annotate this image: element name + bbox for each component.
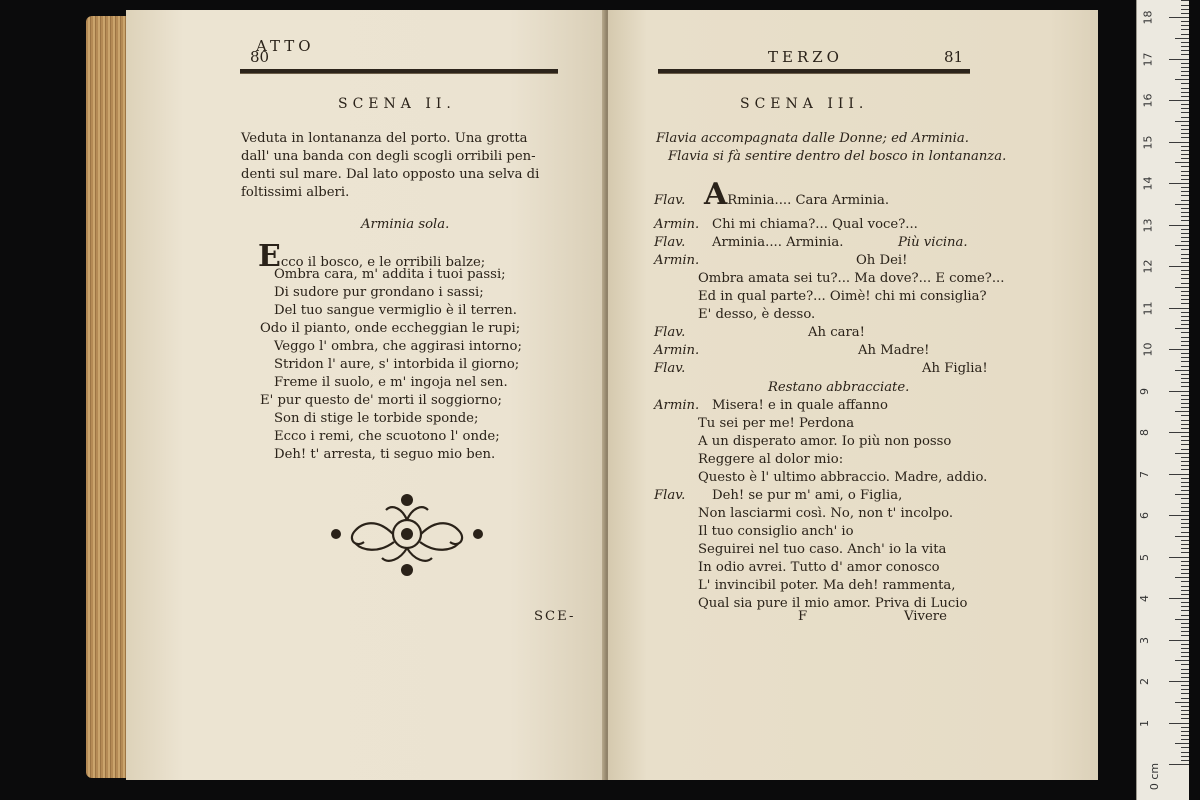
- ruler-tick: [1181, 21, 1189, 22]
- ruler-tick: [1181, 71, 1189, 72]
- ruler-tick: [1181, 523, 1189, 524]
- ruler-tick: [1181, 610, 1189, 611]
- ruler-tick: [1181, 623, 1189, 624]
- verse-line: Ecco i remi, che scuotono l' onde;: [274, 429, 500, 444]
- ruler-tick: [1175, 453, 1189, 454]
- dialogue-line: Reggere al dolor mio:: [698, 451, 844, 467]
- ruler-tick: [1181, 0, 1189, 1]
- ruler-tick: [1181, 25, 1189, 26]
- ruler-tick: [1181, 258, 1189, 259]
- ruler-tick: [1169, 17, 1189, 18]
- ruler-tick: [1181, 208, 1189, 209]
- ruler-tick: [1181, 353, 1189, 354]
- ruler-tick: [1181, 519, 1189, 520]
- dialogue-line: Deh! se pur m' ami, o Figlia,: [712, 487, 903, 503]
- ruler-tick: [1181, 652, 1189, 653]
- ruler-tick: [1181, 436, 1189, 437]
- ruler-tick: [1181, 532, 1189, 533]
- ruler-tick: [1181, 507, 1189, 508]
- ruler-tick: [1181, 220, 1189, 221]
- ruler-tick: [1181, 606, 1189, 607]
- left-page: [126, 10, 606, 780]
- ruler-tick: [1181, 424, 1189, 425]
- dialogue-line: Ombra amata sei tu?... Ma dove?... E come?...: [698, 271, 1005, 287]
- ruler-tick: [1181, 469, 1189, 470]
- speaker-label: Armin.: [654, 217, 700, 233]
- ruler-tick: [1181, 689, 1189, 690]
- ruler-tick: [1181, 13, 1189, 14]
- ruler-tick: [1181, 486, 1189, 487]
- ruler-number: 14: [1141, 176, 1155, 191]
- ruler-tick: [1181, 527, 1189, 528]
- ruler-tick: [1181, 382, 1189, 383]
- signature-mark: F: [798, 609, 808, 624]
- ruler-tick: [1181, 569, 1189, 570]
- ruler-tick: [1175, 121, 1189, 122]
- ruler-tick: [1175, 162, 1189, 163]
- ruler-tick: [1181, 378, 1189, 379]
- dialogue-line: Chi mi chiama?... Qual voce?...: [712, 217, 918, 233]
- ruler-tick: [1181, 229, 1189, 230]
- ruler-tick: [1181, 34, 1189, 35]
- ruler-tick: [1181, 88, 1189, 89]
- speaker-label: Flav.: [654, 361, 686, 377]
- ruler-tick: [1181, 760, 1189, 761]
- ruler-tick: [1181, 627, 1189, 628]
- ruler-tick: [1181, 552, 1189, 553]
- ruler-tick: [1175, 38, 1189, 39]
- ruler-number: 3: [1138, 636, 1151, 644]
- verse-line: Son di stige le torbide sponde;: [274, 411, 479, 426]
- ruler-tick: [1181, 216, 1189, 217]
- ruler-tick: [1181, 461, 1189, 462]
- ruler-tick: [1181, 739, 1189, 740]
- ruler-tick: [1181, 341, 1189, 342]
- ruler-tick: [1181, 395, 1189, 396]
- ruler-tick: [1181, 75, 1189, 76]
- ruler-tick: [1181, 324, 1189, 325]
- dialogue-line: A un disperato amor. Io più non posso: [698, 433, 952, 449]
- dialogue-line: Ah Figlia!: [922, 361, 988, 377]
- speaker-label: Flav.: [654, 193, 686, 208]
- ruler-tick: [1181, 511, 1189, 512]
- ruler-tick: [1181, 656, 1189, 657]
- ruler-number: 11: [1141, 301, 1155, 315]
- ruler-tick: [1169, 59, 1189, 60]
- ruler-tick: [1181, 312, 1189, 313]
- ruler-tick: [1181, 357, 1189, 358]
- ruler-tick: [1169, 681, 1189, 682]
- dialogue-line: L' invincibil poter. Ma deh! rammenta,: [698, 578, 956, 594]
- ruler-tick: [1181, 548, 1189, 549]
- ruler-tick: [1175, 79, 1189, 80]
- dialogue-line: ARminia.... Cara Arminia.: [704, 177, 890, 212]
- ruler-tick: [1175, 494, 1189, 495]
- verse-line-first: Ecco il bosco, e le orribili balze;: [258, 239, 486, 274]
- ruler-tick: [1181, 42, 1189, 43]
- dialogue-line: Ah Madre!: [858, 343, 930, 359]
- drop-cap: E: [258, 239, 281, 274]
- ruler-tick: [1181, 586, 1189, 587]
- ruler-number: 17: [1141, 52, 1155, 66]
- ruler-tick: [1181, 648, 1189, 649]
- ruler-tick: [1175, 743, 1189, 744]
- speaker-label: Flav.: [654, 325, 686, 341]
- ruler-tick: [1169, 474, 1189, 475]
- ruler-tick: [1181, 747, 1189, 748]
- ruler-tick: [1181, 92, 1189, 93]
- ruler-tick: [1175, 287, 1189, 288]
- ruler-tick: [1181, 133, 1189, 134]
- speaker-label: Armin.: [654, 343, 700, 359]
- open-book: [86, 10, 1098, 780]
- ruler-tick: [1181, 137, 1189, 138]
- ruler-tick: [1181, 669, 1189, 670]
- ruler-tick: [1181, 67, 1189, 68]
- ruler-tick: [1181, 295, 1189, 296]
- ruler-tick: [1181, 490, 1189, 491]
- ruler-tick: [1181, 241, 1189, 242]
- ruler-tick: [1181, 9, 1189, 10]
- verse-line: E' pur questo de' morti il soggiorno;: [260, 393, 502, 408]
- ruler-tick: [1181, 399, 1189, 400]
- ornament-vignette: [322, 488, 492, 580]
- ruler-tick: [1169, 225, 1189, 226]
- page-number-right: 81: [944, 48, 964, 66]
- ruler-tick: [1175, 411, 1189, 412]
- ruler-tick: [1181, 274, 1189, 275]
- stage-direction-line: dall' una banda con degli scogli orribili pen-: [241, 149, 536, 164]
- verse-line: Ombra cara, m' addita i tuoi passi;: [274, 267, 506, 282]
- ruler-tick: [1181, 212, 1189, 213]
- ruler-number: 2: [1138, 678, 1151, 685]
- measuring-ruler: [1136, 0, 1189, 800]
- ruler-tick: [1181, 166, 1189, 167]
- ruler-number: 1: [1138, 719, 1151, 727]
- speaker-label: Armin.: [654, 253, 700, 269]
- ruler-tick: [1181, 544, 1189, 545]
- ruler-tick: [1181, 710, 1189, 711]
- ruler-tick: [1181, 615, 1189, 616]
- ruler-tick: [1181, 320, 1189, 321]
- page-number-left: 80: [250, 48, 270, 66]
- ruler-tick: [1181, 465, 1189, 466]
- dialogue-line: E' desso, è desso.: [698, 307, 816, 323]
- dialogue-line: Ah cara!: [808, 325, 865, 341]
- ruler-tick: [1181, 195, 1189, 196]
- ruler-tick: [1169, 723, 1189, 724]
- ruler-tick: [1181, 685, 1189, 686]
- ruler-tick: [1169, 764, 1189, 765]
- ruler-tick: [1181, 677, 1189, 678]
- ruler-number: 4: [1138, 595, 1151, 602]
- ruler-number: 16: [1141, 93, 1155, 108]
- ruler-tick: [1181, 332, 1189, 333]
- ruler-number: 13: [1141, 218, 1155, 232]
- stage-direction-line: Veduta in lontananza del porto. Una grotta: [241, 131, 528, 146]
- ruler-unit-label: 0 cm: [1148, 762, 1162, 791]
- ruler-tick: [1181, 262, 1189, 263]
- ruler-tick: [1181, 590, 1189, 591]
- ruler-tick: [1169, 142, 1189, 143]
- ruler-tick: [1181, 83, 1189, 84]
- ruler-tick: [1181, 154, 1189, 155]
- drop-cap: A: [704, 177, 728, 212]
- ruler-tick: [1181, 54, 1189, 55]
- ruler-tick: [1181, 478, 1189, 479]
- ruler-tick: [1181, 46, 1189, 47]
- ruler-tick: [1181, 482, 1189, 483]
- ruler-tick: [1181, 291, 1189, 292]
- ruler-tick: [1181, 200, 1189, 201]
- ruler-tick: [1181, 602, 1189, 603]
- ruler-tick: [1181, 187, 1189, 188]
- verse-line: Freme il suolo, e m' ingoja nel sen.: [274, 375, 508, 390]
- ruler-number: 8: [1138, 429, 1151, 436]
- ruler-tick: [1181, 673, 1189, 674]
- ruler-tick: [1181, 498, 1189, 499]
- ruler-tick: [1181, 175, 1189, 176]
- stage-direction-line: foltissimi alberi.: [241, 185, 350, 200]
- dialogue-line: Questo è l' ultimo abbraccio. Madre, addio.: [698, 469, 988, 485]
- ruler-tick: [1181, 283, 1189, 284]
- ruler-tick: [1181, 104, 1189, 105]
- running-head-left: ATTO: [256, 37, 315, 55]
- ruler-tick: [1181, 698, 1189, 699]
- ruler-tick: [1181, 5, 1189, 6]
- character-note: Arminia sola.: [361, 217, 450, 232]
- verse-line: Deh! t' arresta, ti seguo mio ben.: [274, 447, 496, 462]
- dialogue-line: Il tuo consiglio anch' io: [698, 523, 854, 539]
- ruler-tick: [1181, 112, 1189, 113]
- ruler-tick: [1181, 735, 1189, 736]
- ruler-tick: [1181, 503, 1189, 504]
- ruler-tick: [1181, 108, 1189, 109]
- verse-line: Odo il pianto, onde eccheggian le rupi;: [260, 321, 521, 336]
- ruler-tick: [1169, 349, 1189, 350]
- ruler-tick: [1175, 370, 1189, 371]
- ruler-tick: [1181, 150, 1189, 151]
- ruler-tick: [1169, 100, 1189, 101]
- ruler-tick: [1175, 245, 1189, 246]
- ruler-tick: [1181, 386, 1189, 387]
- ruler-tick: [1181, 146, 1189, 147]
- ruler-tick: [1181, 714, 1189, 715]
- ruler-tick: [1181, 727, 1189, 728]
- stage-note: Più vicina.: [898, 235, 968, 251]
- ruler-tick: [1181, 407, 1189, 408]
- ruler-tick: [1181, 403, 1189, 404]
- ruler-tick: [1181, 303, 1189, 304]
- ruler-tick: [1181, 581, 1189, 582]
- right-page: [608, 10, 1098, 780]
- ruler-tick: [1181, 420, 1189, 421]
- ruler-tick: [1169, 183, 1189, 184]
- ruler-tick: [1181, 125, 1189, 126]
- verse-line: Stridon l' aure, s' intorbida il giorno;: [274, 357, 520, 372]
- ruler-tick: [1169, 308, 1189, 309]
- ruler-tick: [1169, 598, 1189, 599]
- speaker-label: Flav.: [654, 487, 686, 503]
- stage-direction-line: Flavia si fà sentire dentro del bosco in lontananza.: [668, 149, 1007, 164]
- dialogue-line: Misera! e in quale affanno: [712, 397, 888, 413]
- ruler-tick: [1181, 631, 1189, 632]
- stage-direction-line: denti sul mare. Dal lato opposto una selva di: [241, 167, 540, 182]
- ruler-tick: [1181, 316, 1189, 317]
- catchword-left: SCE-: [534, 609, 576, 624]
- ruler-tick: [1181, 449, 1189, 450]
- ruler-number: 12: [1141, 259, 1155, 274]
- scene-title-right: SCENA III.: [740, 96, 869, 112]
- ruler-number: 18: [1141, 10, 1155, 25]
- ruler-tick: [1181, 233, 1189, 234]
- dialogue-line: Restano abbracciate.: [768, 379, 910, 395]
- ruler-tick: [1181, 337, 1189, 338]
- dialogue-line: Oh Dei!: [856, 253, 908, 269]
- ruler-tick: [1181, 752, 1189, 753]
- ruler-tick: [1169, 557, 1189, 558]
- ruler-tick: [1181, 644, 1189, 645]
- ruler-tick: [1181, 374, 1189, 375]
- ruler-tick: [1181, 415, 1189, 416]
- ruler-tick: [1181, 706, 1189, 707]
- ruler-tick: [1181, 96, 1189, 97]
- ruler-tick: [1169, 640, 1189, 641]
- ruler-tick: [1169, 266, 1189, 267]
- ruler-tick: [1181, 457, 1189, 458]
- ruler-tick: [1181, 63, 1189, 64]
- dialogue-line: Ed in qual parte?... Oimè! chi mi consiglia?: [698, 289, 987, 305]
- ruler-tick: [1181, 237, 1189, 238]
- ruler-tick: [1181, 561, 1189, 562]
- ruler-tick: [1181, 299, 1189, 300]
- ruler-tick: [1181, 191, 1189, 192]
- ruler-tick: [1181, 129, 1189, 130]
- ruler-tick: [1181, 565, 1189, 566]
- dialogue-line: In odio avrei. Tutto d' amor conosco: [698, 560, 940, 575]
- header-rule-left: [240, 69, 558, 74]
- ruler-number: 9: [1138, 387, 1151, 395]
- ruler-tick: [1169, 391, 1189, 392]
- ruler-tick: [1181, 718, 1189, 719]
- ruler-tick: [1181, 428, 1189, 429]
- ruler-tick: [1181, 345, 1189, 346]
- ruler-tick: [1181, 756, 1189, 757]
- verse-line: Di sudore pur grondano i sassi;: [274, 285, 484, 300]
- speaker-label: Flav.: [654, 235, 686, 251]
- verse-line: Del tuo sangue vermiglio è il terren.: [274, 303, 517, 318]
- ruler-tick: [1181, 366, 1189, 367]
- ruler-tick: [1175, 204, 1189, 205]
- catchword-right: Vivere: [904, 609, 947, 624]
- ruler-tick: [1181, 693, 1189, 694]
- ruler-tick: [1181, 171, 1189, 172]
- dialogue-line: Tu sei per me! Perdona: [698, 415, 855, 431]
- ruler-tick: [1181, 573, 1189, 574]
- ruler-tick: [1181, 50, 1189, 51]
- ruler-tick: [1181, 254, 1189, 255]
- ruler-tick: [1181, 278, 1189, 279]
- ruler-number: 5: [1138, 553, 1151, 561]
- ruler-tick: [1175, 328, 1189, 329]
- ruler-tick: [1169, 515, 1189, 516]
- ruler-tick: [1181, 444, 1189, 445]
- ruler-tick: [1181, 664, 1189, 665]
- dialogue-line: Non lasciarmi così. No, non t' incolpo.: [698, 505, 954, 521]
- ruler-tick: [1175, 619, 1189, 620]
- ruler-tick: [1181, 117, 1189, 118]
- ruler-tick: [1181, 29, 1189, 30]
- ruler-tick: [1181, 440, 1189, 441]
- ruler-tick: [1169, 432, 1189, 433]
- ruler-tick: [1181, 540, 1189, 541]
- ruler-tick: [1175, 702, 1189, 703]
- dialogue-line: Qual sia pure il mio amor. Priva di Lucio: [698, 596, 968, 612]
- ruler-tick: [1181, 731, 1189, 732]
- ruler-tick: [1181, 594, 1189, 595]
- speaker-label: Armin.: [654, 397, 700, 413]
- ruler-tick: [1181, 179, 1189, 180]
- ruler-tick: [1181, 635, 1189, 636]
- ruler-tick: [1175, 660, 1189, 661]
- ruler-tick: [1175, 577, 1189, 578]
- ruler-tick: [1181, 361, 1189, 362]
- stage-direction-line: Flavia accompagnata dalle Donne; ed Arminia.: [656, 131, 969, 146]
- ruler-tick: [1181, 270, 1189, 271]
- ruler-tick: [1181, 249, 1189, 250]
- dialogue-line: Seguirei nel tuo caso. Anch' io la vita: [698, 541, 947, 557]
- ruler-number: 6: [1138, 512, 1151, 519]
- running-head-right: TERZO: [768, 48, 843, 66]
- dialogue-line: Arminia.... Arminia.: [712, 235, 844, 251]
- ruler-tick: [1181, 158, 1189, 159]
- header-rule-right: [658, 69, 970, 74]
- ruler-number: 7: [1138, 470, 1151, 478]
- verse-line: Veggo l' ombra, che aggirasi intorno;: [274, 339, 522, 354]
- ruler-tick: [1175, 536, 1189, 537]
- ruler-number: 10: [1141, 342, 1155, 357]
- ruler-number: 15: [1141, 135, 1155, 149]
- scene-title-left: SCENA II.: [338, 96, 456, 112]
